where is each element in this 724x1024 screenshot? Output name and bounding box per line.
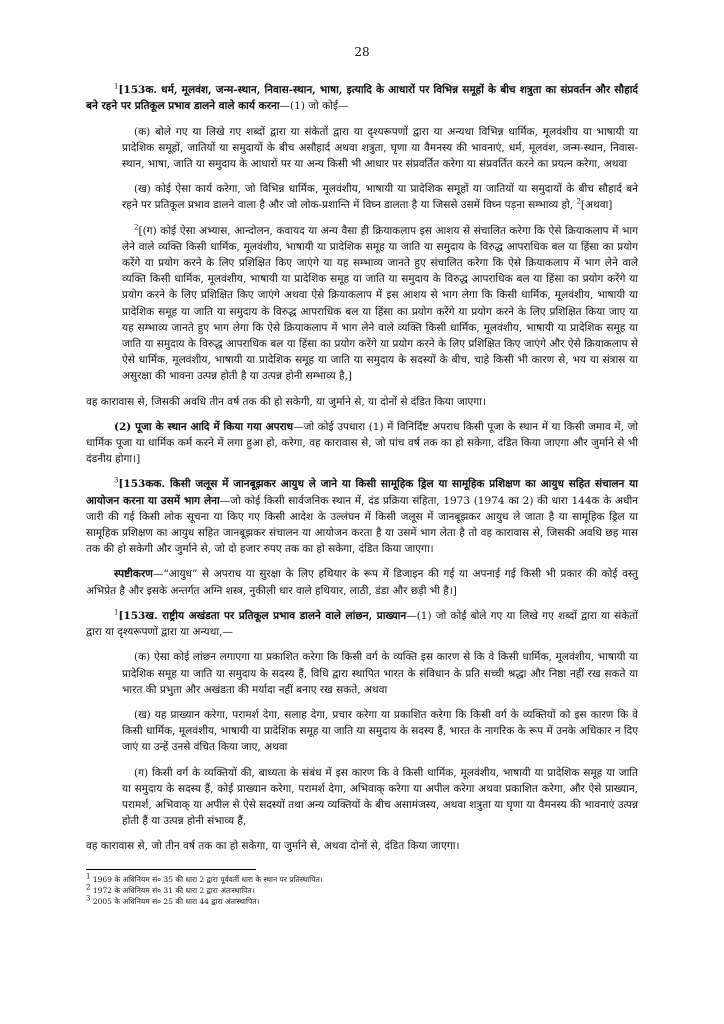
footnote-text: 1972 के अधिनियम सं० 31 की धारा 2 द्वारा अंतःस्थापित।	[92, 885, 255, 895]
footnote-number: 3	[86, 894, 91, 903]
clause-153a-ga-text: [(ग) कोई ऐसा अभ्यास, आन्दोलन, कवायद या अन्य वैसा ही क्रियाकलाप इस आशय से संचालित करेगा कि ऐसे क्रियाकलाप में भाग लेने वाले व्यक्ति किसी धार्मिक, मूलवंशीय, भाषायी या प्रादेशिक समूह या जाति या समुदाय के विरुद्ध आपराधिक बल या हिंसा का प्रयोग करेंगे या प्रयोग करने के लिए प्रशिक्षित किए जाएंगे या यह सम्भाव्य जानते हुए संचालित करेगा कि ऐसे क्रियाकलाप में भाग लेने वाले व्यक्ति किसी धार्मिक, मूलवंशीय, भाषायी या प्रादेशिक समूह या जाति या समुदाय के विरुद्ध आपराधिक बल या हिंसा का प्रयोग करेंगे या प्रयोग करने के लिए प्रशिक्षित किए जाएंगे अथवा ऐसे क्रियाकलाप में इस आशय से भाग लेगा कि किसी धार्मिक, मूलवंशीय, भाषायी या प्रादेशिक समूह या जाति या समुदाय के विरुद्ध आपराधिक बल या हिंसा का प्रयोग करेंगे या प्रयोग करने के लिए प्रशिक्षित किया जाए या यह सम्भाव्य जानते हुए भाग लेगा कि ऐसे क्रियाकलाप में भाग लेने वाले व्यक्ति किसी धार्मिक, मूलवंशीय, भाषायी या प्रादेशिक समूह या जाति या समुदाय के विरुद्ध आपराधिक बल या हिंसा का प्रयोग करेंगे या प्रयोग करने के लिए प्रशिक्षित किए जाएंगे और ऐसे क्रियाकलाप से ऐसे धार्मिक, मूलवंशीय, भाषायी या प्रादेशिक समूह या जाति या समुदाय के सदस्यों के बीच, चाहे किसी भी कारण से, भय या संत्रास या असुरक्षा की भावना उत्पन्न होती है या उत्पन्न होनी सम्भाव्य है,]	[122, 224, 638, 383]
clause-153b-ka: (क) ऐसा कोई लांछन लगाएगा या प्रकाशित करेगा कि किसी वर्ग के व्यक्ति इस कारण से कि वे किसी धार्मिक, मूलवंशीय, भाषायी या प्रादेशिक समूह या जाति या समुदाय के सदस्य हैं, विधि द्वारा स्थापित भारत के संविधान के प्रति सच्ची श्रद्धा और निष्ठा नहीं रख सकते या भारत की प्रभुता और अखंडता की मर्यादा नहीं बनाए रख सकते, अथवा	[122, 651, 638, 696]
explanation-text: —“आयुध” से अपराध या सुरक्षा के लिए हथियार के रूप में डिजाइन की गई या अपनाई गई किसी भी प्रकार की कोई वस्तु अभिप्रेत है और इसके अन्तर्गत अग्नि शस्त्र, नुकीली धार वाले हथियार, लाठी, डंडा और छड़ी भी है।]	[86, 568, 638, 597]
footnote	[86, 874, 638, 885]
section-153a-sub2-heading: (2) पूजा के स्थान आदि में किया गया अपराध	[114, 420, 294, 433]
footnote-ref: 3	[114, 476, 119, 485]
section-153a-lead: —(1) जो कोई—	[279, 100, 349, 113]
footnote-divider	[86, 869, 256, 870]
clause-153a-ka: (क) बोले गए या लिखे गए शब्दों द्वारा या संकेतों द्वारा या दृश्यरूपणों द्वारा या अन्यथा विभिन्न धार्मिक, मूलवंशीय या भाषायी या प्रादेशिक समूहों, जातियों या समुदायों के बीच असौहार्द अथवा शत्रुता, घृणा या वैमनस्य की भावनाएं, धर्म, मूलवंश, जन्म-स्थान, निवास-स्थान, भाषा, जाति या समुदाय के आधारों पर या अन्य किसी भी आधार पर संप्रवर्तित करेगा या संप्रवर्तित करने का प्रयत्न करेगा, अथवा	[122, 125, 638, 171]
section-153aa-explanation	[86, 566, 638, 598]
clause-153a-kha-end: [अथवा]	[580, 199, 613, 212]
footnote-number: 2	[86, 883, 91, 892]
section-153a-sub2	[86, 419, 638, 468]
section-153b-heading-para	[86, 608, 638, 640]
section-153a-punishment: वह कारावास से, जिसकी अवधि तीन वर्ष तक की हो सकेगी, या जुर्माने से, या दोनों से दंडित किया जाएगा।	[86, 395, 486, 408]
footnote	[86, 896, 638, 907]
footnote-number: 1	[86, 872, 91, 881]
section-153a-sub2-text: —जो कोई उपधारा (1) में विनिर्दिष्ट अपराध किसी पूजा के स्थान में या किसी जमाव में, जो धार्मिक पूजा या धार्मिक कर्म करने में लगा हुआ हो, करेगा, वह कारावास से, जो पांच वर्ष तक का हो सकेगा, दंडित किया जाएगा और जुर्माने से भी दंडनीय होगा।]	[86, 420, 639, 466]
clause-153a-ga	[86, 223, 638, 385]
footnote-text: 2005 के अधिनियम सं० 25 की धारा 44 द्वारा अंतःस्थापित।	[92, 896, 260, 906]
section-153b-heading: [153ख. राष्ट्रीय अखंडता पर प्रतिकूल प्रभाव डालने वाले लांछन, प्राख्यान	[118, 609, 407, 622]
footnote-ref: 2	[576, 197, 581, 206]
section-153b-punishment: वह कारावास से, जो तीन वर्ष तक का हो सकेगा, या जुर्माने से, अथवा दोनों से, दंडित किया जाएगा।	[86, 840, 460, 853]
section-153aa-heading: [153कक. किसी जलूस में जानबूझकर आयुध ले जाने या किसी सामूहिक ड्रिल या सामूहिक प्रशिक्षण का आयुध सहित संचालन या आयोजन करना या उसमें भाग लेना	[86, 478, 638, 507]
footnote-ref: 2	[134, 223, 139, 232]
section-153aa-text: —जो कोई किसी सार्वजनिक स्थान में, दंड प्रक्रिया संहिता, 1973 (1974 का 2) की धारा 144क के अधीन जारी की गई किसी लोक सूचना या किए गए किसी आदेश के उल्लंघन में किसी जलूस में जानबूझकर आयुध ले जाता है या सामूहिक ड्रिल या सामूहिक प्रशिक्षण का आयुध सहित जानबूझकर संचालन या आयोजन करता है या उसमें भाग लेता है तो वह कारावास से, जिसकी अवधि छह मास तक की हो सकेगी और जुर्माने से, जो दो हजार रुपए तक का हो सकेगा, दंडित किया जाएगा।	[86, 494, 639, 556]
explanation-heading: स्पष्टीकरण	[114, 568, 153, 581]
footnote	[86, 885, 638, 896]
clause-153a-kha	[86, 181, 638, 213]
page-number: 28	[354, 45, 370, 59]
section-153a-heading: [153क. धर्म, मूलवंश, जन्म-स्थान, निवास-स्थान, भाषा, इत्यादि के आधारों पर विभिन्न समूहों के बीच शत्रुता का संप्रवर्तन और सौहार्द बने रहने पर प्रतिकूल प्रभाव डालने वाले कार्य करना	[86, 84, 638, 113]
clause-153b-ga: (ग) किसी वर्ग के व्यक्तियों की, बाध्यता के संबंध में इस कारण कि वे किसी धार्मिक, मूलवंशीय, भाषायी या प्रादेशिक समूह या जाति या समुदाय के सदस्य हैं, कोई प्राख्यान करेगा, परामर्श देगा, अभिवाक् करेगा या अपील करेगा अथवा प्रकाशित करेगा, और ऐसे प्राख्यान, परामर्श, अभिवाक् या अपील से ऐसे सदस्यों तथा अन्य व्यक्तियों के बीच असामंजस्य, अथवा शत्रुता या घृणा या वैमनस्य की भावनाएं उत्पन्न होती हैं या उत्पन्न होनी संभाव्य हैं,	[122, 766, 638, 828]
footnote-ref: 1	[114, 608, 119, 617]
clause-153b-kha: (ख) यह प्राख्यान करेगा, परामर्श देगा, सलाह देगा, प्रचार करेगा या प्रकाशित करेगा कि किसी वर्ग के व्यक्तियों को इस कारण कि वे किसी धार्मिक, मूलवंशीय, भाषायी या प्रादेशिक समूह या जाति या समुदाय के सदस्य हैं, भारत के नागरिक के रूप में उनके अधिकार न दिए जाएं या उन्हें उनसे वंचित किया जाए, अथवा	[122, 708, 638, 754]
section-153aa	[86, 476, 638, 557]
clause-153a-kha-text: (ख) कोई ऐसा कार्य करेगा, जो विभिन्न धार्मिक, मूलवंशीय, भाषायी या प्रादेशिक समूहों या जातियों या समुदायों के बीच सौहार्द बने रहने पर प्रतिकूल प्रभाव डालने वाला है और जो लोक-प्रशान्ति में विघ्न डालता है या जिससे उसमें विघ्न पड़ना सम्भाव्य हो,	[122, 183, 638, 212]
section-153a-heading-para	[86, 82, 638, 114]
footnote-ref: 1	[114, 82, 119, 91]
section-153b-lead: —(1) जो कोई बोले गए या लिखे गए शब्दों द्वारा या संकेतों द्वारा या दृश्यरूपणों द्वारा या अन्यथा,—	[86, 609, 638, 639]
footnote-text: 1969 के अधिनियम सं० 35 की धारा 2 द्वारा पूर्ववर्ती धारा के स्थान पर प्रतिस्थापित।	[92, 874, 323, 884]
